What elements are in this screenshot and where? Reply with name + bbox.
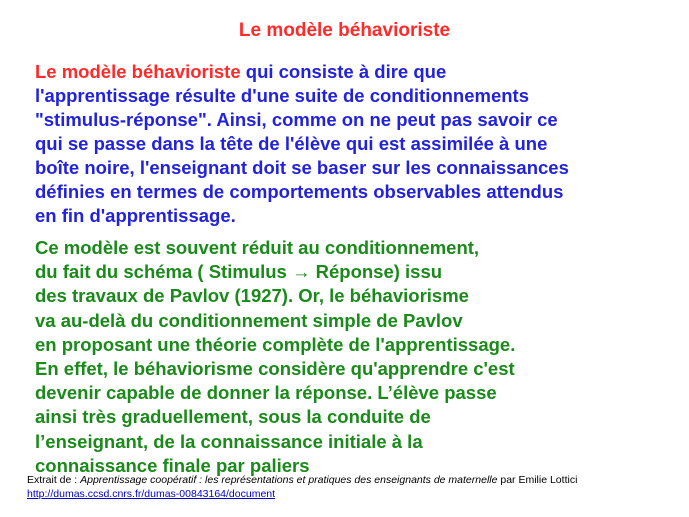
citation-source-title: Apprentissage coopératif : les représentations et pratiques des enseignants de maternelle [80, 474, 498, 486]
paragraph-line: en fin d'apprentissage. [35, 205, 236, 226]
lead-line-rest: qui consiste à dire que [240, 61, 447, 82]
lead-term: Le modèle béhavioriste [35, 61, 241, 82]
paragraph-line: connaissance finale par paliers [35, 454, 310, 476]
paragraph-line [35, 60, 569, 84]
paragraph-line: en proposant une théorie complète de l'apprentissage. [35, 333, 516, 355]
paragraph-line: du fait du schéma ( Stimulus → Réponse) issu [35, 261, 443, 283]
source-citation [27, 473, 577, 501]
paragraph-line: devenir capable de donner la réponse. L’élève passe [35, 382, 497, 404]
paragraph-line: définies en termes de comportements observables attendus [35, 181, 564, 202]
paragraph-line: En effet, le béhaviorisme considère qu'apprendre c'est [35, 358, 515, 380]
paragraph-line: l'apprentissage résulte d'une suite de conditionnements [35, 85, 530, 106]
paragraph-line: "stimulus-réponse". Ainsi, comme on ne peut pas savoir ce [35, 109, 558, 130]
page-title: Le modèle béhavioriste [238, 20, 451, 41]
paragraph-behaviorist-definition [35, 60, 569, 228]
paragraph-line: qui se passe dans la tête de l'élève qui est assimilée à une [35, 133, 548, 154]
paragraph-line: va au-delà du conditionnement simple de Pavlov [35, 309, 463, 331]
paragraph-line: ainsi très graduellement, sous la conduite de [35, 406, 431, 428]
paragraph-line: l’enseignant, de la connaissance initiale à la [35, 430, 423, 452]
citation-url-link[interactable]: http://dumas.ccsd.cnrs.fr/dumas-00843164/document [27, 488, 276, 500]
citation-author: par Emilie Lottici [497, 474, 578, 486]
paragraph-line: des travaux de Pavlov (1927). Or, le béhaviorisme [35, 285, 469, 307]
paragraph-pavlov-conditioning [35, 236, 515, 478]
citation-prefix: Extrait de : [27, 474, 81, 486]
paragraph-line: Ce modèle est souvent réduit au conditionnement, [35, 237, 480, 258]
paragraph-line: boîte noire, l'enseignant doit se baser sur les connaissances [35, 157, 569, 178]
